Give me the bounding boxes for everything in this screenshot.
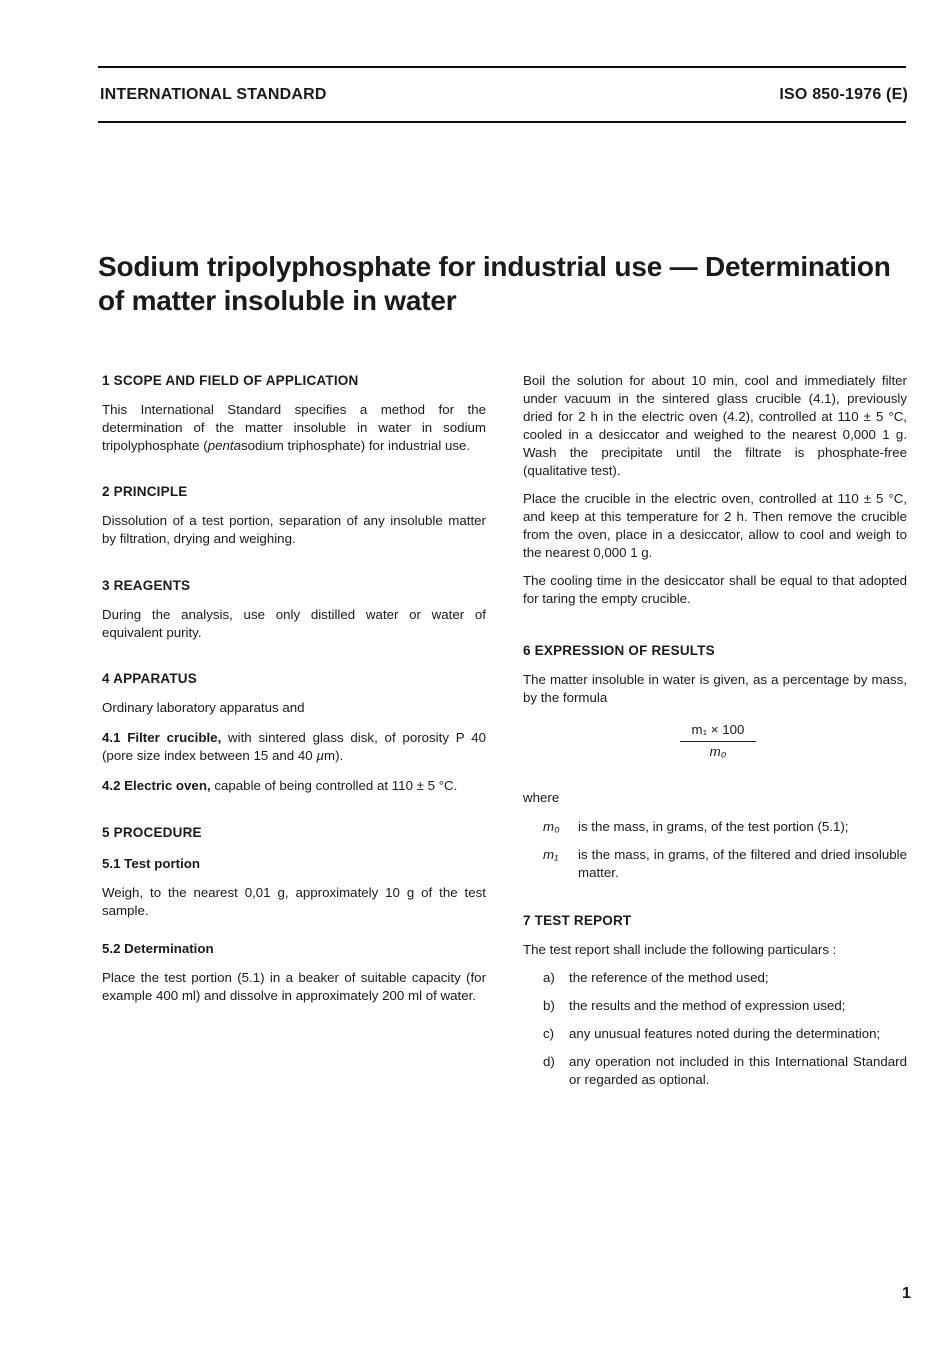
- formula-numerator: m₁ × 100: [680, 721, 756, 742]
- report-item-c: c) any unusual features noted during the determination;: [543, 1026, 881, 1041]
- procedure-paragraph-1: Boil the solution for about 10 min, cool and immediately filter under vacuum in the sintered glass crucible (4.1), previously dried for 2 h in the electric oven (4.2), controlled at 110 ± 5 °C, cooled in a desiccator and weighed to the nearest 0,000 1 g. Wash the precipitate until the filtrate is phosphate-free (qualitative test).: [523, 373, 907, 478]
- header-standard-label: INTERNATIONAL STANDARD: [100, 86, 327, 103]
- section-5-2-text: Place the test portion (5.1) in a beaker of suitable capacity (for example 400 ml) and dissolve in approximately 200 ml of water.: [102, 970, 486, 1003]
- report-item-d: d) any operation not included in this International Standard or regarded as optional.: [543, 1054, 907, 1087]
- left-column: [102, 372, 486, 1005]
- section-2-heading: 2 PRINCIPLE: [102, 484, 188, 499]
- header-rule-top: [98, 66, 906, 68]
- section-2-text: Dissolution of a test portion, separation of any insoluble matter by filtration, drying and weighing.: [102, 513, 486, 546]
- symbol-m1: m₁: [543, 847, 559, 862]
- symbol-m0: m₀: [543, 819, 560, 834]
- result-formula: [523, 721, 907, 781]
- where-item-m0: [543, 818, 907, 836]
- section-5-2-heading: 5.2 Determination: [102, 941, 214, 956]
- procedure-paragraph-2: Place the crucible in the electric oven, controlled at 110 ± 5 °C, and keep at this temperature for 2 h. Then remove the crucible from the oven, place in a desiccator, allow to cool and weigh to the nearest 0,000 1 g.: [523, 491, 907, 560]
- section-7-intro: The test report shall include the following particulars :: [523, 942, 837, 957]
- report-item-a: a) the reference of the method used;: [543, 970, 769, 985]
- apparatus-item-4-1: 4.1 Filter crucible, with sintered glass disk, of porosity P 40 (pore size index between 15 and 40 µm).: [102, 730, 486, 763]
- section-4-heading: 4 APPARATUS: [102, 671, 197, 686]
- apparatus-item-4-2: 4.2 Electric oven, capable of being controlled at 110 ± 5 °C.: [102, 778, 458, 793]
- title-line-2: of matter insoluble in water: [98, 285, 457, 316]
- page-number: 1: [902, 1285, 911, 1302]
- section-5-heading: 5 PROCEDURE: [102, 825, 202, 840]
- where-item-m1: [543, 846, 907, 882]
- symbol-m1-definition: is the mass, in grams, of the filtered and dried insoluble matter.: [578, 847, 907, 880]
- right-column: [523, 372, 907, 1089]
- where-label: where: [523, 790, 560, 805]
- section-6-heading: 6 EXPRESSION OF RESULTS: [523, 643, 715, 658]
- symbol-m0-definition: is the mass, in grams, of the test portion (5.1);: [578, 819, 849, 834]
- formula-denominator: m₀: [709, 744, 727, 759]
- section-6-text: The matter insoluble in water is given, as a percentage by mass, by the formula: [523, 672, 907, 705]
- header-standard-number: ISO 850-1976 (E): [779, 86, 908, 103]
- section-5-1-text: Weigh, to the nearest 0,01 g, approximately 10 g of the test sample.: [102, 885, 486, 918]
- section-3-heading: 3 REAGENTS: [102, 578, 191, 593]
- section-1-heading: 1 SCOPE AND FIELD OF APPLICATION: [102, 373, 359, 388]
- section-3-text: During the analysis, use only distilled water or water of equivalent purity.: [102, 607, 486, 640]
- formula-fraction: [680, 721, 756, 761]
- section-7-heading: 7 TEST REPORT: [523, 913, 632, 928]
- procedure-paragraph-3: The cooling time in the desiccator shall be equal to that adopted for taring the empty crucible.: [523, 573, 907, 606]
- section-5-1-heading: 5.1 Test portion: [102, 856, 201, 871]
- document-title: [98, 250, 918, 318]
- report-item-b: b) the results and the method of expression used;: [543, 998, 846, 1013]
- title-line-1: Sodium tripolyphosphate for industrial use — Determination: [98, 251, 891, 282]
- header-rule-bottom: [98, 121, 906, 123]
- section-1-text: This International Standard specifies a method for the determination of the matter insoluble in water in sodium tripolyphosphate (pentasodium triphosphate) for industrial use.: [102, 402, 486, 453]
- section-4-text: Ordinary laboratory apparatus and: [102, 700, 305, 715]
